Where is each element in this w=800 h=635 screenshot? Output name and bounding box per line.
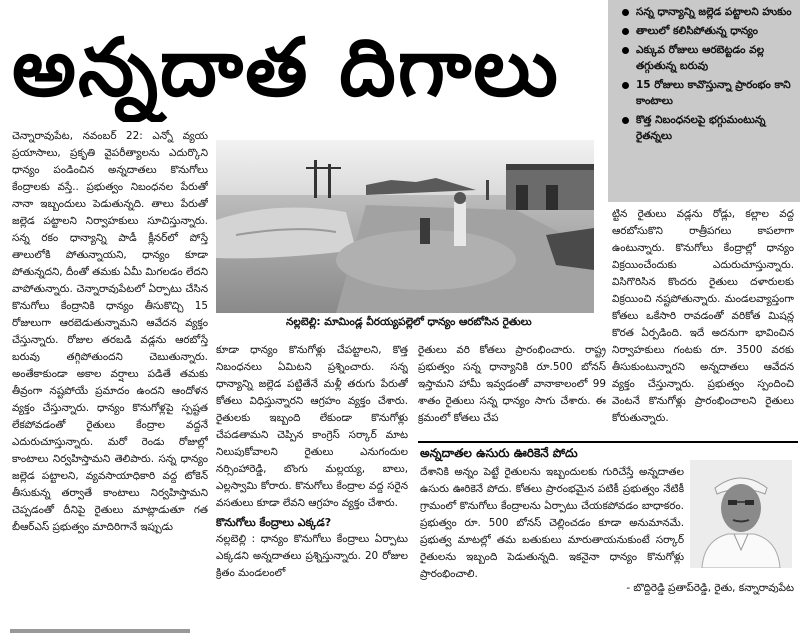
bullet-icon	[622, 82, 629, 89]
field-photo	[216, 140, 594, 313]
article-column-4	[612, 206, 794, 438]
highlight-item: కొత్త నిబంధనలపై భగ్గుమంటున్న రైతన్నలు	[622, 112, 794, 144]
highlight-item: సన్న ధాన్యాన్ని జల్లెడ పట్టాలని హుకుం	[622, 4, 794, 20]
highlight-item: 15 రోజులు కావొస్తున్నా ప్రారంభం కాని కాంటాలు	[622, 77, 794, 109]
article-text: చెన్నారావుపేట, నవంబర్ 22: ఎన్నో వ్యయ ప్రయాసాలు, ప్రకృతి వైపరీత్యాలను ఎదుర్కొని ధాన్యం పండించిన అన్నదాతలు కొనుగోలు కేంద్రాలకు వస్తే.. ప్రభుత్వం నిబంధనల పేరుతో నానా ఇబ్బందులు పెడుతున్నది. తాలు పేరుతో జల్లెడ పట్టాలని నిర్వాహకులు సూచిస్తున్నారు. సన్న రకం ధాన్యాన్ని పాడీ క్లీనర్‌లో పోస్తే తాలులోకి పోతున్నాయని, ధాన్యం కూడా పోతున్నదని, దీంతో తమకు ఏమీ మిగలడం లేదని వాపోతున్నారు. చెన్నారావుపేటలో ఏర్పాటు చేసిన కొనుగోలు కేంద్రానికి ధాన్యం తీసుకొచ్చి 15 రోజులుగా ఆరబెడుతున్నామని ఆవేదన వ్యక్తం చేస్తున్నారు. రోజుల తరబడి వడ్లను ఆరబోస్తే బరువు తగ్గిపోతుందని చెబుతున్నారు. అంతేకాకుండా అకాల వర్షాలు పడితే తమకు తీవ్రంగా నష్టపోయే ప్రమాదం ఉందని ఆందోళన వ్యక్తం చేస్తున్నారు. ధాన్యం కొనుగోళ్లపై స్పష్టత లేకపోవడంతో రైతులు కేంద్రాల వద్దనే ఎదురుచూస్తున్నారు. మరో రెండు రోజుల్లో కాంటాలు నిర్వహిస్తామని తెలిపారు. సన్న ధాన్యం జల్లెడ పట్టాలని, వ్యవసాయాధికారి వద్ద టోకెన్ తీసుకున్న తర్వాతే కాంటాలు నిర్వహిస్తామని చెప్పడంతో దీనిపై రైతులు మాట్లాడుతూ గత బీఆర్ఎస్ ప్రభుత్వం మాదిరిగానే ఇప్పుడు	[12, 130, 208, 533]
article-column-2	[216, 342, 408, 632]
bullet-icon	[622, 47, 629, 54]
article-text: రైతులు వరి కోతలు ప్రారంభించారు. రాష్ట్ర ప్రభుత్వం సన్న ధాన్యానికి రూ.500 బోనస్ ఇస్తామని హామీ ఇవ్వడంతో వానాకాలంలో 99 శాతం రైతులు సన్న ధాన్యం సాగు చేశారు. ఈ క్రమంలో కోతలు చేప	[418, 344, 606, 424]
grain-drying-photo-icon	[216, 140, 594, 313]
box-top-rule	[418, 441, 798, 443]
bullet-icon	[622, 28, 629, 35]
article-text: కూడా ధాన్యం కొనుగోళ్లు చేపట్టాలని, కొత్త నిబంధనలు ఏమిటని ప్రశ్నించారు. సన్న ధాన్యాన్ని జల్లెడ పట్టితేనే మళ్లీ తరుగు పేరుతో కోతలు విధిస్తున్నారని ఆగ్రహం వ్యక్తం చేశారు. రైతులకు ఇబ్బంది లేకుండా కొనుగోళ్లు చేపడతామని చెప్పిన కాంగ్రెస్ సర్కార్ మాట నిలుపుకోవాలని రైతులు ఎనుగందుల నర్సింహారెడ్డి, బొంగు మల్లయ్య, బాలు, ఎల్లస్వామి కోరారు. కొనుగోలు కేంద్రాల వద్ద సరైన వసతులు కూడా లేవని ఆగ్రహం వ్యక్తం చేశారు.	[216, 344, 408, 509]
highlight-item: తాలులో కలిసిపోతున్న ధాన్యం	[622, 23, 794, 39]
headline: అన్నదాత దిగాలు	[12, 21, 560, 114]
bullet-icon	[622, 117, 629, 124]
article-text: నల్లబెల్లి : ధాన్యం కొనుగోలు కేంద్రాలు ఏర్పాటు ఎక్కడని అన్నదాతలు ప్రశ్నిస్తున్నారు. 20 రోజుల క్రితం మండలంలో	[216, 533, 408, 579]
farmer-portrait	[690, 460, 792, 568]
photo-caption: నల్లబెల్లి: మామిండ్ల వీరయ్యపల్లెలో ధాన్యం ఆరబోసిన రైతులు	[286, 316, 532, 328]
box-heading: అన్నదాతల ఉసురు ఊరికెనే పోదు	[420, 446, 578, 460]
bottom-rule	[10, 629, 190, 633]
article-column-3	[418, 342, 606, 438]
person-portrait-icon	[690, 460, 792, 568]
highlight-item: ఎక్కువ రోజులు ఆరబెట్టడం వల్ల తగ్గుతున్న బరువు	[622, 42, 794, 74]
article-column-1	[12, 128, 208, 632]
box-text	[420, 464, 684, 582]
article-text: దేశానికి అన్నం పెట్టే రైతులను ఇబ్బందులకు గురిచేస్తే అన్నదాతల ఉసురు ఊరికెనే పోదు. కోతలు ప్రారంభమైన పటికీ ప్రభుత్వం నేటికీ గ్రామంలో కొనుగోలు కేంద్రాలను ఏర్పాటు చేయకపోవడం బాధాకరం. ప్రభుత్వం రూ. 500 బోనస్ చెల్లించడం కూడా అనుమానమే. ప్రభుత్వ మాటల్లో తమ బతుకులు మారుతాయనుకుంటే సర్కార్ రైతులను ఇబ్బంది పెడుతున్నది. ఇకనైనా ధాన్యం కొనుగోళ్లు ప్రారంభించాలి.	[420, 466, 684, 580]
article-text: ట్టిన రైతులు వడ్లను రోడ్లు, కల్లాల వద్ద ఆరబోసుకొని రాత్రీపగలు కాపలాగా ఉంటున్నారు. కొనుగోలు కేంద్రాల్లో ధాన్యం విక్రయించేందుకు ఎదురుచూస్తున్నారు. విసిగొరిసిన కొందరు రైతులు దళారులకు విక్రయించి నష్టపోతున్నారు. మండలవ్యాప్తంగా కోతలు ఒకేసారి రావడంతో వరికోత మిషన్ల కొరత ఏర్పడింది. ఇదే అదనుగా భావించిన నిర్వాహకులు గంటకు రూ. 3500 వరకు తీసుకుంటున్నారని అన్నదాతలు ఆవేదన వ్యక్తం చేస్తున్నారు. ప్రభుత్వం స్పందించి వెంటనే కొనుగోళ్లు ప్రారంభించాలని రైతులు కోరుతున్నారు.	[612, 208, 794, 424]
bullet-icon	[622, 9, 629, 16]
highlights-sidebar	[608, 0, 800, 202]
section-subhead: కొనుగోలు కేంద్రాలు ఎక్కడ?	[216, 516, 332, 529]
quote-signature: - బొద్దిరెడ్డి ప్రతాప్‌రెడ్డి, రైతు, కన్నారావుపేట	[626, 582, 794, 594]
